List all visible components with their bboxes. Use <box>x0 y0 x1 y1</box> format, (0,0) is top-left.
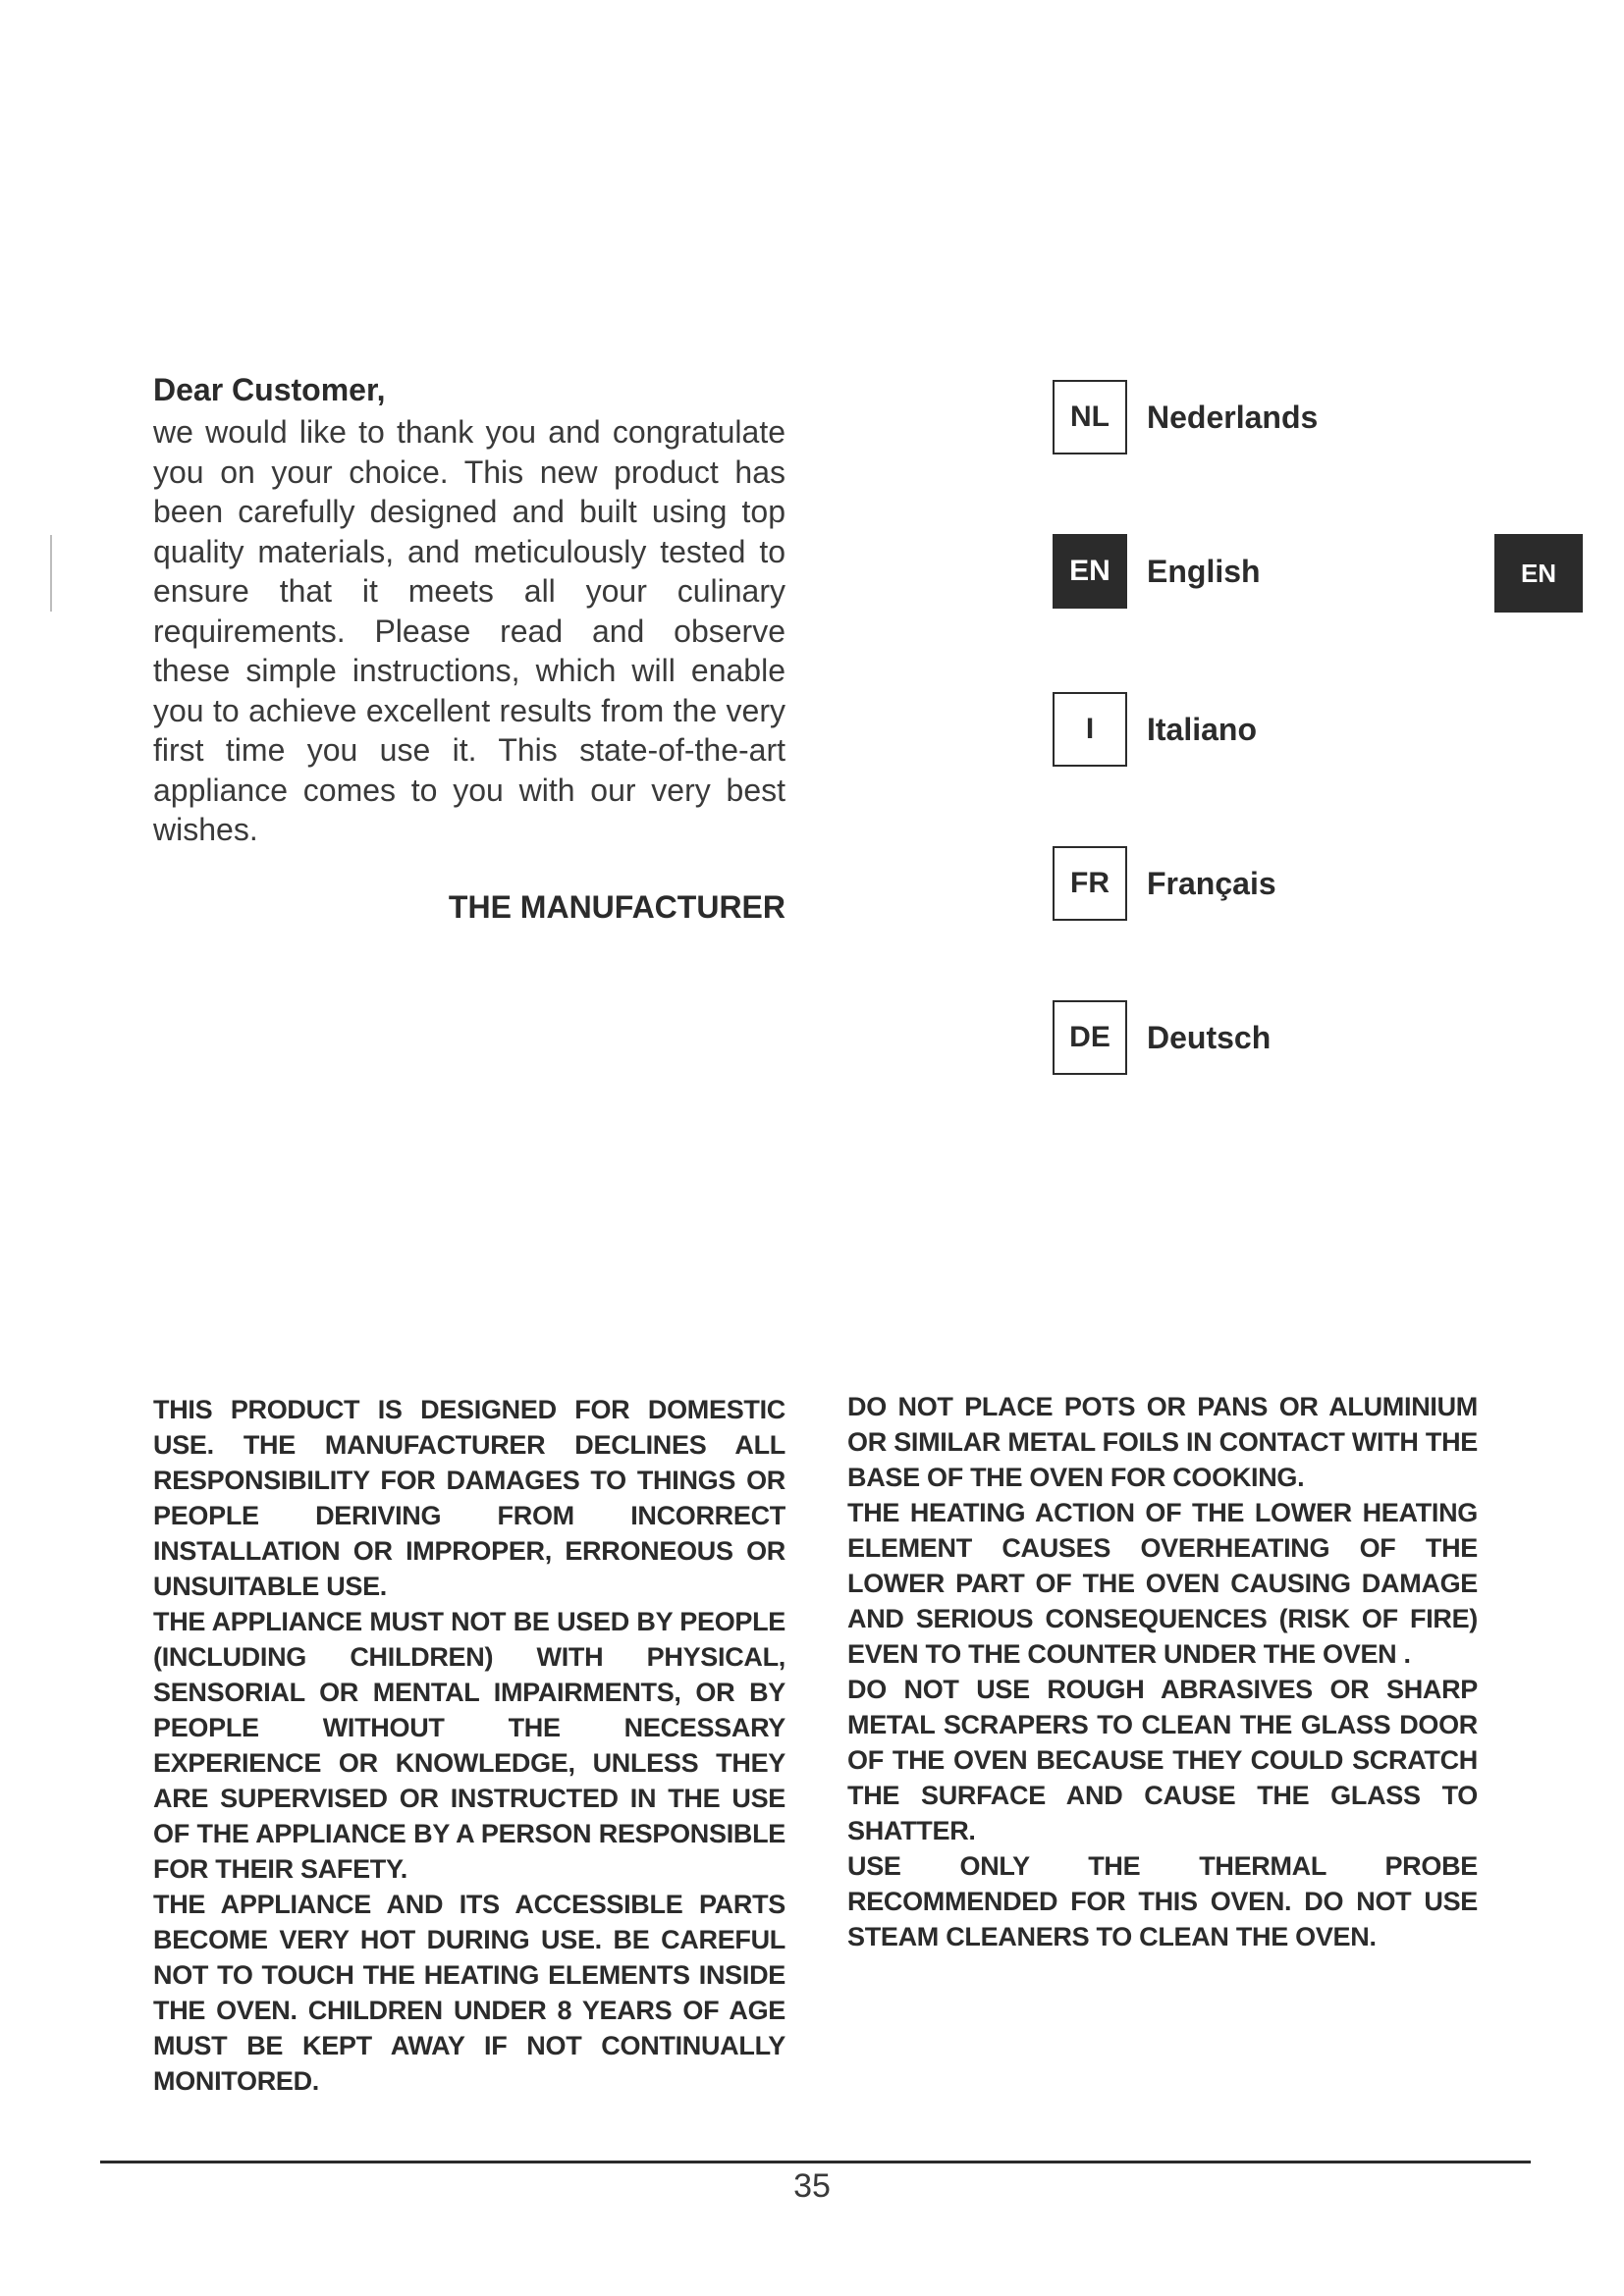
warning-paragraph: DO NOT USE ROUGH ABRASIVES OR SHARP METAL SCRAPERS TO CLEAN THE GLASS DOOR OF THE OVEN BECAUSE THEY COULD SCRATCH THE SURFACE AND CAUSE THE GLASS TO SHATTER. <box>847 1675 1478 1845</box>
letter-greeting: Dear Customer, <box>153 372 386 407</box>
warning-paragraph: THIS PRODUCT IS DESIGNED FOR DOMESTIC USE. THE MANUFACTURER DECLINES ALL RESPONSIBILITY FOR DAMAGES TO THINGS OR PEOPLE DERIVING FROM INCORRECT INSTALLATION OR IMPROPER, ERRONEOUS OR UNSUITABLE USE. <box>153 1395 785 1601</box>
language-name: Deutsch <box>1147 1020 1272 1055</box>
language-code: DE <box>1053 1000 1127 1075</box>
language-item-en[interactable] <box>1053 534 1445 613</box>
language-item-nl[interactable] <box>1053 380 1445 458</box>
language-name: Français <box>1147 866 1276 901</box>
language-code: I <box>1053 692 1127 767</box>
welcome-letter <box>153 371 785 926</box>
language-item-fr[interactable] <box>1053 846 1445 925</box>
language-side-tab: EN <box>1494 534 1583 613</box>
warning-paragraph: DO NOT PLACE POTS OR PANS OR ALUMINIUM OR SIMILAR METAL FOILS IN CONTACT WITH THE BASE OF THE OVEN FOR COOKING. <box>847 1392 1478 1492</box>
language-code: EN <box>1053 534 1127 609</box>
warning-paragraph: THE HEATING ACTION OF THE LOWER HEATING ELEMENT CAUSES OVERHEATING OF THE LOWER PART OF THE OVEN CAUSING DAMAGE AND SERIOUS CONSEQUENCES (RISK OF FIRE) EVEN TO THE COUNTER UNDER THE OVEN . <box>847 1498 1478 1669</box>
warning-paragraph: THE APPLIANCE MUST NOT BE USED BY PEOPLE (INCLUDING CHILDREN) WITH PHYSICAL, SENSORIAL OR MENTAL IMPAIRMENTS, OR BY PEOPLE WITHOUT THE NECESSARY EXPERIENCE OR KNOWLEDGE, UNLESS THEY ARE SUPERVISED OR INSTRUCTED IN THE USE OF THE APPLIANCE BY A PERSON RESPONSIBLE FOR THEIR SAFETY. <box>153 1607 785 1884</box>
language-code: FR <box>1053 846 1127 921</box>
warning-paragraph: THE APPLIANCE AND ITS ACCESSIBLE PARTS BECOME VERY HOT DURING USE. BE CAREFUL NOT TO TOUCH THE HEATING ELEMENTS INSIDE THE OVEN. CHILDREN UNDER 8 YEARS OF AGE MUST BE KEPT AWAY IF NOT CONTINUALLY MONITORED. <box>153 1890 785 2096</box>
language-name: Italiano <box>1147 712 1258 747</box>
language-item-it[interactable] <box>1053 692 1445 771</box>
safety-warnings-right <box>847 1389 1478 1954</box>
language-name: English <box>1147 554 1261 589</box>
letter-signature: THE MANUFACTURER <box>448 888 785 925</box>
safety-warnings-left <box>153 1392 785 2099</box>
margin-mark <box>50 535 52 612</box>
page-number: 35 <box>793 2167 831 2205</box>
language-code: NL <box>1053 380 1127 454</box>
letter-body: we would like to thank you and congratulate you on your choice. This new product has been carefully designed and built using top quality materials, and meticulously tested to ensure that it meets all your culinary requirements. Please read and observe these simple instructions, which will enable you to achieve excellent results from the very first time you use it. This state-of-the-art appliance comes to you with our very best wishes. <box>153 414 785 847</box>
language-name: Nederlands <box>1147 400 1319 435</box>
footer-divider <box>100 2161 1531 2163</box>
language-item-de[interactable] <box>1053 1000 1445 1079</box>
warning-paragraph: USE ONLY THE THERMAL PROBE RECOMMENDED FOR THIS OVEN. DO NOT USE STEAM CLEANERS TO CLEAN THE OVEN. <box>847 1851 1478 1951</box>
